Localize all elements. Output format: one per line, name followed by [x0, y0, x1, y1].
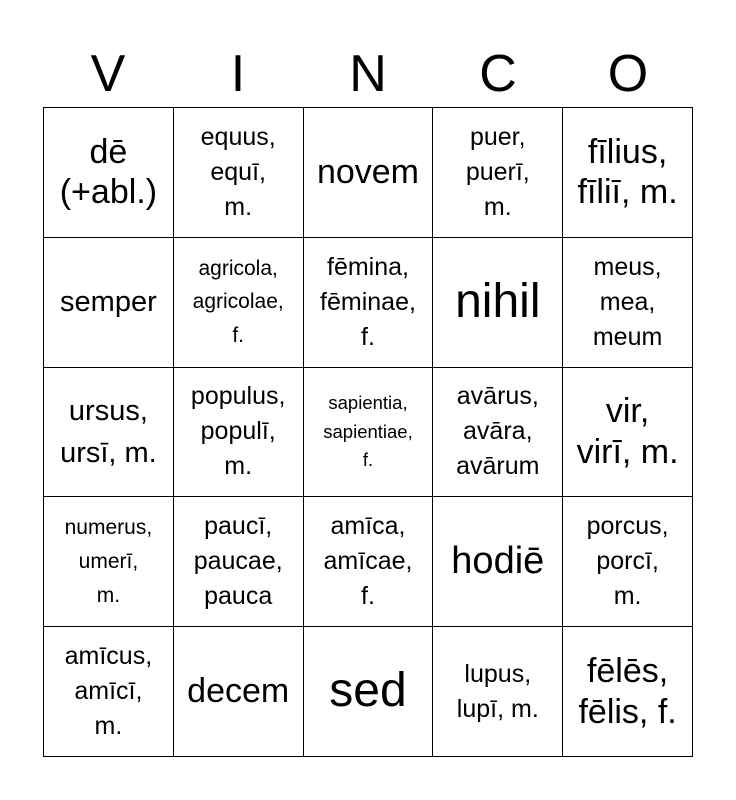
- bingo-cell-r4c3[interactable]: amīca, amīcae, f.: [304, 497, 434, 627]
- bingo-cell-r3c3[interactable]: sapientia, sapientiae, f.: [304, 368, 434, 498]
- bingo-cell-r3c2[interactable]: populus, populī, m.: [174, 368, 304, 498]
- bingo-cell-r2c4[interactable]: nihil: [433, 238, 563, 368]
- bingo-cell-r1c3[interactable]: novem: [304, 108, 434, 238]
- bingo-cell-r1c4[interactable]: puer, puerī, m.: [433, 108, 563, 238]
- bingo-cell-r4c2[interactable]: paucī, paucae, pauca: [174, 497, 304, 627]
- bingo-cell-r2c1[interactable]: semper: [44, 238, 174, 368]
- bingo-cell-r1c2[interactable]: equus, equī, m.: [174, 108, 304, 238]
- bingo-board: [43, 107, 693, 757]
- bingo-cell-r2c2[interactable]: agricola, agricolae, f.: [174, 238, 304, 368]
- header-letter-o: O: [607, 45, 649, 103]
- bingo-cell-r2c3[interactable]: fēmina, fēminae, f.: [304, 238, 434, 368]
- bingo-cell-r5c3[interactable]: sed: [304, 627, 434, 757]
- bingo-cell-r1c5[interactable]: fīlius, fīliī, m.: [563, 108, 693, 238]
- bingo-header: [43, 42, 693, 106]
- bingo-cell-r4c5[interactable]: porcus, porcī, m.: [563, 497, 693, 627]
- bingo-cell-r4c1[interactable]: numerus, umerī, m.: [44, 497, 174, 627]
- header-letter-c: C: [479, 45, 517, 103]
- bingo-cell-r3c1[interactable]: ursus, ursī, m.: [44, 368, 174, 498]
- header-letter-n: N: [349, 45, 387, 103]
- bingo-cell-r2c5[interactable]: meus, mea, meum: [563, 238, 693, 368]
- bingo-cell-r5c5[interactable]: fēlēs, fēlis, f.: [563, 627, 693, 757]
- bingo-cell-r5c1[interactable]: amīcus, amīcī, m.: [44, 627, 174, 757]
- bingo-cell-r3c5[interactable]: vir, virī, m.: [563, 368, 693, 498]
- header-letter-v: V: [90, 45, 126, 103]
- bingo-cell-r4c4[interactable]: hodiē: [433, 497, 563, 627]
- header-letter-i: I: [230, 45, 246, 103]
- bingo-cell-r5c2[interactable]: decem: [174, 627, 304, 757]
- bingo-cell-r1c1[interactable]: dē (+abl.): [44, 108, 174, 238]
- bingo-cell-r3c4[interactable]: avārus, avāra, avārum: [433, 368, 563, 498]
- bingo-cell-r5c4[interactable]: lupus, lupī, m.: [433, 627, 563, 757]
